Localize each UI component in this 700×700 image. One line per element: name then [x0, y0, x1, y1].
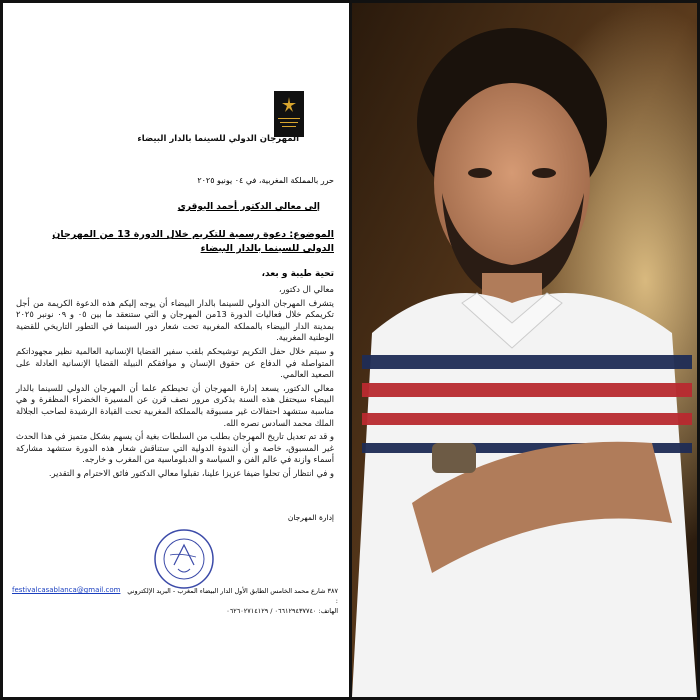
address-line: ٣٨٧ شارع محمد الخامس الطابق الأول الدار البيضاء المغرب - البريد الإلكتروني : — [127, 587, 338, 605]
paragraph: و قد تم تعديل تاريخ المهرجان بطلب من السلطات بغية أن يسهم بشكل متميز في هذا الحدث غير المسبوق، خاصة و أن الندوة الدولية التي ستناقش شعار هذه الدورة ستشهد مشاركة أسماء وازنة في عالم الفن و السياسة و الدبلوماسية من المغرب و خارجه. — [16, 431, 334, 465]
paragraph: معالي ال دكتور، — [278, 284, 334, 294]
letter-date: حرر بالمملكة المغربية، في ٠٤ يونيو ٢٠٢٥ — [197, 176, 334, 185]
festival-stamp — [152, 527, 216, 591]
paragraph: معالي الدكتور، يسعد إدارة المهرجان أن تحيطكم علما أن المهرجان الدولي للسينما بالدار البيضاء سيحتفل هذه السنة بذكرى مرور نصف قرن عن المسيرة الخضراء المظفرة و هي مناسبة ستشهد احتفالات غير مسبوقة بالمملكة المغربية تحت القيادة الرشيدة لصاحب الجلالة الملك محمد السادس نصره الله. — [16, 382, 334, 428]
letter-subject: الموضوع: دعوة رسمية للتكريم خلال الدورة 13 من المهرجان الدولي للسينما بالدار البيضاء — [52, 229, 334, 254]
paragraph: يتشرف المهرجان الدولي للسينما بالدار البيضاء أن يوجه إليكم هذه الدعوة الكريمة من أجل تكريمكم خلال فعاليات الدورة 13من المهرجان و التي ستنعقد ما بين ٠٥ و ٠٩ نونبر ٢٠٢٥ بمدينة الدار البيضاء بالمملكة المغربية تحت شعار دور السينما في التطور التاريخي للقضية الوطنية المغربية. — [16, 297, 334, 343]
letter-greeting: تحية طيبة و بعد، — [261, 269, 334, 279]
paragraph: و سيتم خلال حفل التكريم توشيحكم بلقب سفير القضايا الإنسانية العالمية نظير مجهوداتكم المتواصلة في الدفاع عن حقوق الإنسان و موافقكم النبيلة القضايا الإنسانية العادلة على الصعيد العالمي. — [16, 345, 334, 380]
organization-name: المهرجان الدولي للسينما بالدار البيضاء — [137, 134, 299, 144]
footer-email[interactable]: festivalcasablanca@gmail.com — [12, 586, 121, 594]
letter-recipient: إلى معالي الدكتور أحمد البوقري — [177, 202, 320, 212]
phone-line: الهاتف: ٠٦٦١٢٩٤٣٧٧٤٠ / ٠٦٢٦٠٢٧١٤١٢٩ — [226, 607, 338, 615]
letter-page — [6, 6, 344, 694]
letter-signoff: إدارة المهرجان — [287, 513, 334, 522]
letter-body — [16, 284, 334, 482]
footer-address — [124, 586, 338, 616]
festival-logo — [274, 91, 304, 137]
paragraph: و في انتظار أن تحلوا ضيفا عزيزا علينا، تقبلوا معالي الدكتور فائق الاحترام و التقدير. — [48, 467, 334, 478]
portrait-photo — [352, 3, 697, 697]
